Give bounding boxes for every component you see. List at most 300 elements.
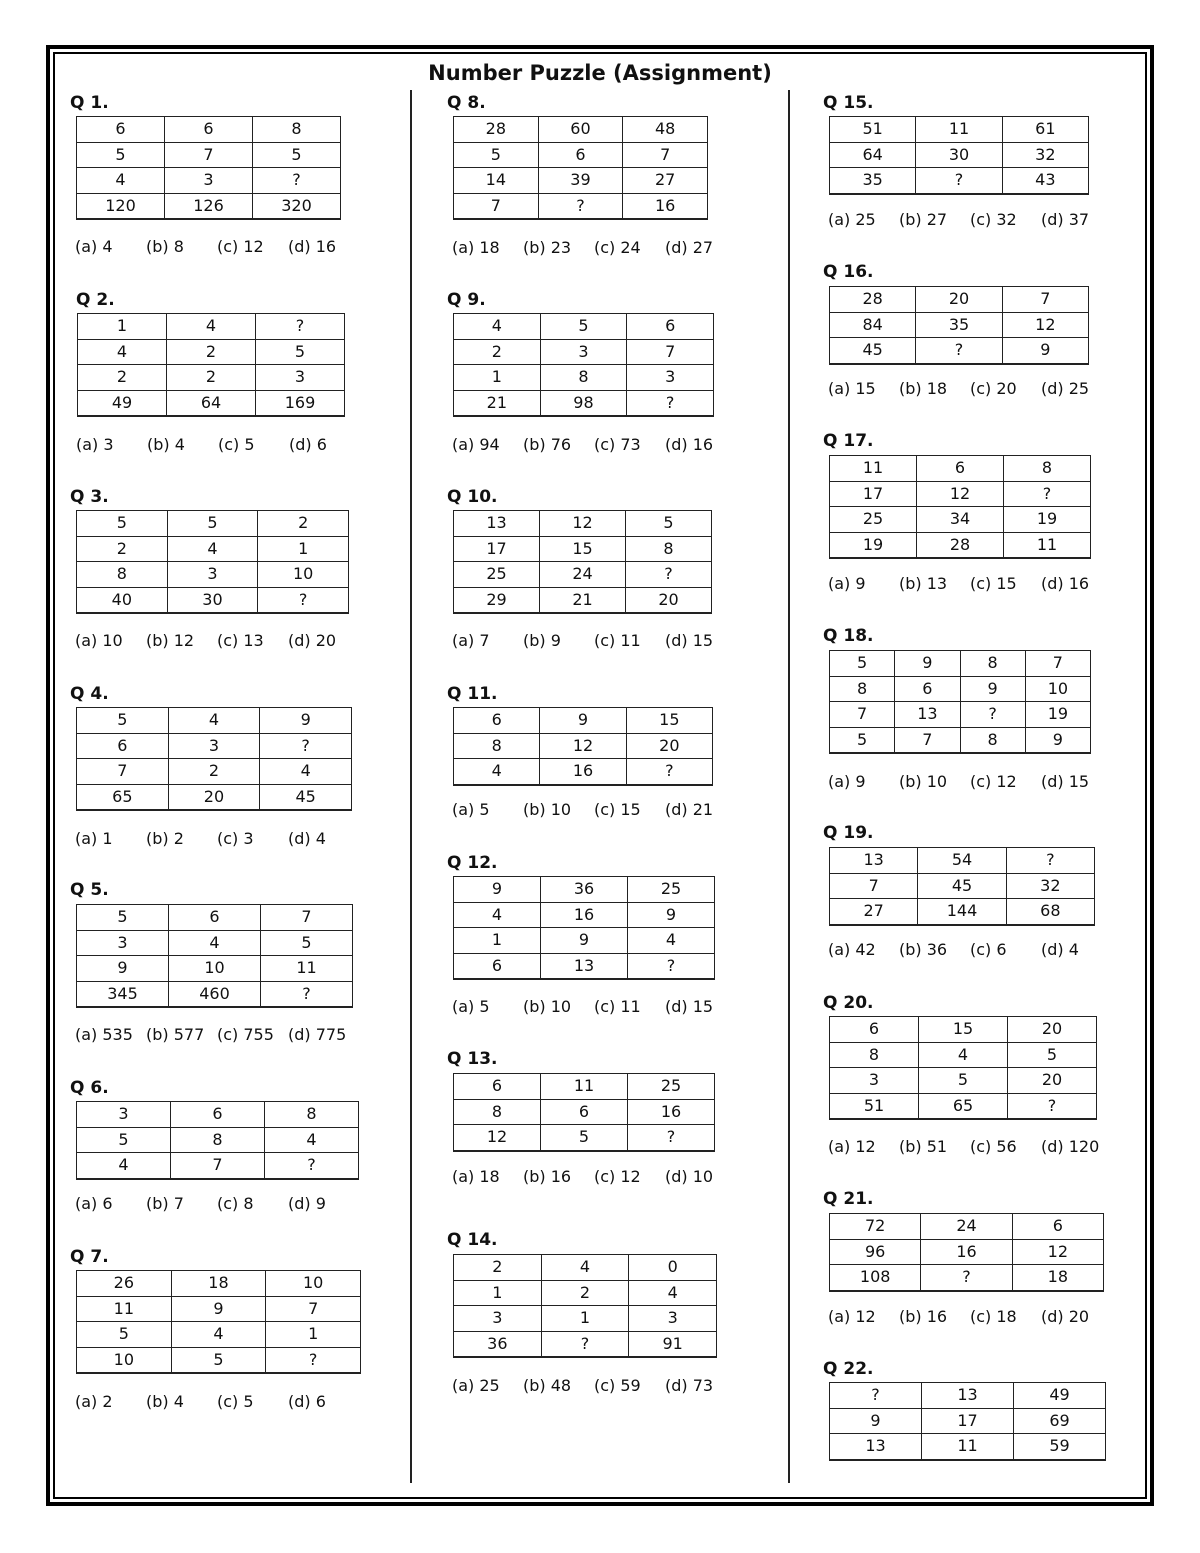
table-cell: 91 [629, 1331, 717, 1357]
puzzle-table-q11 [453, 707, 713, 786]
table-cell: 2 [168, 759, 260, 785]
table-row [830, 1042, 1097, 1068]
answer-options [828, 379, 1112, 398]
table-cell: 10 [266, 1271, 361, 1297]
table-cell: 5 [167, 511, 258, 537]
answer-option: (b) 51 [899, 1137, 948, 1156]
answer-option: (b) 76 [523, 435, 572, 454]
table-cell: 20 [168, 784, 260, 810]
puzzle-table-q1 [76, 116, 341, 220]
table-row [77, 1102, 359, 1128]
table-row [454, 1074, 715, 1100]
table-cell: 120 [77, 193, 165, 219]
table-cell: ? [260, 733, 352, 759]
question-label: Q 5. [70, 880, 109, 900]
table-cell: 14 [454, 168, 539, 194]
answer-option: (c) 32 [970, 210, 1017, 229]
answer-option: (d) 16 [1041, 574, 1090, 593]
column-divider [788, 90, 790, 1483]
table-cell: ? [628, 1125, 715, 1151]
answer-option: (a) 3 [76, 435, 114, 454]
table-cell: 5 [919, 1068, 1008, 1094]
table-cell: 48 [623, 117, 708, 143]
question-label: Q 13. [447, 1049, 498, 1069]
table-cell: ? [627, 390, 714, 416]
answer-options [75, 237, 359, 256]
table-row [830, 507, 1091, 533]
table-row [830, 848, 1095, 874]
table-row [454, 193, 708, 219]
table-cell: 8 [830, 676, 895, 702]
answer-option: (c) 5 [218, 435, 255, 454]
answer-option: (c) 12 [217, 237, 264, 256]
table-cell: 39 [538, 168, 623, 194]
answer-option: (d) 775 [288, 1025, 347, 1044]
table-cell: 10 [1025, 676, 1090, 702]
table-cell: 4 [78, 339, 167, 365]
table-cell: 6 [454, 953, 541, 979]
table-cell: 7 [77, 759, 169, 785]
table-cell: 8 [454, 733, 540, 759]
table-row [77, 905, 353, 931]
answer-option: (c) 24 [594, 238, 641, 257]
table-cell: ? [626, 562, 712, 588]
answer-options [828, 210, 1112, 229]
answer-options [828, 772, 1112, 791]
table-cell: 98 [540, 390, 627, 416]
table-cell: 35 [830, 168, 916, 194]
question-label: Q 2. [76, 290, 115, 310]
answer-options [452, 435, 736, 454]
table-cell: ? [265, 1153, 359, 1179]
table-row [454, 953, 715, 979]
table-cell: 11 [77, 1296, 172, 1322]
question-label: Q 19. [823, 823, 874, 843]
table-cell: 68 [1006, 899, 1094, 925]
table-cell: 5 [77, 905, 169, 931]
table-cell: 7 [454, 193, 539, 219]
table-cell: 7 [830, 702, 895, 728]
question-label: Q 17. [823, 431, 874, 451]
table-cell: ? [538, 193, 623, 219]
table-cell: 16 [921, 1239, 1012, 1265]
table-cell: 2 [454, 1255, 542, 1281]
answer-option: (a) 12 [828, 1307, 876, 1326]
answer-option: (d) 20 [1041, 1307, 1090, 1326]
table-cell: 18 [1012, 1265, 1103, 1291]
table-cell: 11 [1004, 532, 1091, 558]
answer-option: (c) 6 [970, 940, 1007, 959]
puzzle-table-q14 [453, 1254, 717, 1358]
question-label: Q 9. [447, 290, 486, 310]
table-cell: 25 [454, 562, 540, 588]
answer-options [828, 574, 1112, 593]
answer-options [76, 435, 360, 454]
answer-option: (b) 10 [899, 772, 948, 791]
table-cell: 15 [540, 536, 626, 562]
table-cell: 27 [830, 899, 918, 925]
table-cell: 5 [77, 708, 169, 734]
table-row [830, 676, 1091, 702]
table-row [77, 117, 341, 143]
answer-options [828, 940, 1112, 959]
table-cell: 8 [77, 562, 168, 588]
table-cell: 4 [628, 928, 715, 954]
table-cell: 5 [261, 930, 353, 956]
answer-option: (b) 9 [523, 631, 561, 650]
table-cell: 45 [260, 784, 352, 810]
answer-option: (a) 18 [452, 1167, 500, 1186]
table-cell: 3 [830, 1068, 919, 1094]
table-cell: 1 [258, 536, 349, 562]
table-cell: 28 [454, 117, 539, 143]
answer-options [828, 1307, 1112, 1326]
table-cell: 6 [77, 733, 169, 759]
answer-option: (d) 25 [1041, 379, 1090, 398]
table-cell: 8 [253, 117, 341, 143]
puzzle-table-q8 [453, 116, 708, 220]
answer-option: (d) 120 [1041, 1137, 1100, 1156]
answer-option: (b) 23 [523, 238, 572, 257]
answer-option: (b) 577 [146, 1025, 205, 1044]
answer-option: (d) 37 [1041, 210, 1090, 229]
table-row [830, 873, 1095, 899]
table-cell: 6 [541, 1099, 628, 1125]
answer-option: (a) 42 [828, 940, 876, 959]
table-cell: ? [266, 1347, 361, 1373]
table-row [830, 702, 1091, 728]
table-cell: 84 [830, 312, 916, 338]
answer-option: (c) 8 [217, 1194, 254, 1213]
table-row [78, 339, 345, 365]
table-cell: 4 [260, 759, 352, 785]
table-cell: 26 [77, 1271, 172, 1297]
table-cell: 6 [895, 676, 960, 702]
page-title: Number Puzzle (Assignment) [428, 61, 772, 85]
table-cell: 8 [830, 1042, 919, 1068]
answer-option: (a) 1 [75, 829, 113, 848]
table-cell: 36 [541, 877, 628, 903]
answer-option: (d) 16 [665, 435, 714, 454]
table-cell: 9 [1002, 338, 1088, 364]
table-cell: 9 [454, 877, 541, 903]
answer-options [452, 800, 736, 819]
table-cell: 3 [256, 365, 345, 391]
table-cell: 1 [454, 365, 541, 391]
question-label: Q 21. [823, 1189, 874, 1209]
answer-option: (b) 16 [899, 1307, 948, 1326]
table-cell: 17 [922, 1408, 1014, 1434]
table-cell: 3 [627, 365, 714, 391]
table-cell: ? [261, 981, 353, 1007]
table-cell: 3 [77, 1102, 171, 1128]
question-label: Q 14. [447, 1230, 498, 1250]
table-cell: ? [541, 1331, 629, 1357]
answer-option: (a) 94 [452, 435, 500, 454]
table-cell: 2 [454, 339, 541, 365]
table-row [830, 1265, 1104, 1291]
table-cell: 13 [895, 702, 960, 728]
answer-options [75, 1392, 359, 1411]
answer-option: (c) 11 [594, 631, 641, 650]
answer-option: (d) 20 [288, 631, 337, 650]
table-row [77, 1127, 359, 1153]
table-cell: ? [628, 953, 715, 979]
table-cell: 4 [454, 759, 540, 785]
table-cell: 8 [540, 365, 627, 391]
table-cell: 10 [258, 562, 349, 588]
table-cell: 4 [541, 1255, 629, 1281]
table-cell: 6 [917, 456, 1004, 482]
answer-option: (a) 6 [75, 1194, 113, 1213]
table-cell: 8 [626, 536, 712, 562]
table-cell: 345 [77, 981, 169, 1007]
table-cell: 4 [919, 1042, 1008, 1068]
puzzle-table-q18 [829, 650, 1091, 754]
table-cell: 20 [1008, 1068, 1097, 1094]
table-cell: 35 [916, 312, 1002, 338]
table-cell: 54 [918, 848, 1006, 874]
table-row [78, 314, 345, 340]
table-row [830, 1383, 1106, 1409]
answer-option: (b) 27 [899, 210, 948, 229]
table-cell: ? [1004, 481, 1091, 507]
answer-option: (d) 9 [288, 1194, 326, 1213]
answer-option: (c) 18 [970, 1307, 1017, 1326]
table-cell: 30 [916, 142, 1002, 168]
answer-option: (d) 15 [665, 631, 714, 650]
table-row [830, 651, 1091, 677]
table-row [830, 142, 1089, 168]
table-row [830, 1017, 1097, 1043]
answer-option: (b) 4 [146, 1392, 184, 1411]
column-divider [410, 90, 412, 1483]
table-cell: 7 [266, 1296, 361, 1322]
table-row [77, 1296, 361, 1322]
answer-option: (d) 15 [665, 997, 714, 1016]
table-cell: 12 [1002, 312, 1088, 338]
table-row [77, 587, 349, 613]
table-row [454, 562, 712, 588]
table-cell: 6 [454, 708, 540, 734]
table-row [454, 759, 713, 785]
question-label: Q 10. [447, 487, 498, 507]
table-cell: 2 [258, 511, 349, 537]
puzzle-table-q9 [453, 313, 714, 417]
table-cell: ? [253, 168, 341, 194]
table-cell: 8 [960, 651, 1025, 677]
question-label: Q 20. [823, 993, 874, 1013]
answer-option: (d) 4 [1041, 940, 1079, 959]
answer-option: (b) 48 [523, 1376, 572, 1395]
table-row [77, 1153, 359, 1179]
table-cell: 9 [77, 956, 169, 982]
question-label: Q 3. [70, 487, 109, 507]
table-cell: 6 [165, 117, 253, 143]
table-cell: 18 [171, 1271, 266, 1297]
answer-option: (c) 5 [217, 1392, 254, 1411]
table-cell: 5 [77, 511, 168, 537]
table-cell: 45 [918, 873, 1006, 899]
table-cell: 61 [1002, 117, 1088, 143]
table-row [454, 733, 713, 759]
answer-options [452, 631, 736, 650]
table-cell: 9 [960, 676, 1025, 702]
table-cell: ? [258, 587, 349, 613]
answer-option: (c) 3 [217, 829, 254, 848]
answer-options [452, 1376, 736, 1395]
table-cell: 7 [627, 339, 714, 365]
answer-option: (a) 12 [828, 1137, 876, 1156]
table-cell: 7 [165, 142, 253, 168]
table-row [830, 1068, 1097, 1094]
table-cell: 16 [628, 1099, 715, 1125]
table-cell: 19 [830, 532, 917, 558]
table-row [77, 930, 353, 956]
table-cell: ? [830, 1383, 922, 1409]
table-cell: 19 [1004, 507, 1091, 533]
table-cell: 4 [168, 708, 260, 734]
table-cell: 2 [167, 339, 256, 365]
table-cell: 5 [253, 142, 341, 168]
table-row [830, 168, 1089, 194]
table-cell: 5 [454, 142, 539, 168]
table-cell: 5 [830, 651, 895, 677]
table-cell: 96 [830, 1239, 921, 1265]
table-cell: 9 [541, 928, 628, 954]
table-cell: 1 [454, 1280, 542, 1306]
table-cell: 20 [626, 733, 712, 759]
table-cell: 4 [629, 1280, 717, 1306]
table-cell: 1 [541, 1306, 629, 1332]
puzzle-table-q6 [76, 1101, 359, 1180]
table-cell: 59 [1014, 1434, 1106, 1460]
table-cell: 3 [165, 168, 253, 194]
question-label: Q 11. [447, 684, 498, 704]
table-row [830, 117, 1089, 143]
table-row [77, 1347, 361, 1373]
answer-option: (a) 5 [452, 997, 490, 1016]
answer-option: (d) 15 [1041, 772, 1090, 791]
table-row [77, 733, 352, 759]
table-row [77, 562, 349, 588]
table-cell: 21 [454, 390, 541, 416]
table-cell: 25 [830, 507, 917, 533]
puzzle-table-q16 [829, 286, 1089, 365]
table-cell: 9 [895, 651, 960, 677]
table-cell: ? [1006, 848, 1094, 874]
answer-option: (b) 7 [146, 1194, 184, 1213]
table-cell: 3 [454, 1306, 542, 1332]
table-cell: 34 [917, 507, 1004, 533]
table-row [454, 117, 708, 143]
table-cell: 13 [922, 1383, 1014, 1409]
table-cell: 7 [895, 727, 960, 753]
table-cell: 36 [454, 1331, 542, 1357]
answer-option: (d) 27 [665, 238, 714, 257]
table-cell: 7 [830, 873, 918, 899]
answer-option: (b) 8 [146, 237, 184, 256]
table-row [830, 727, 1091, 753]
table-cell: 10 [77, 1347, 172, 1373]
table-cell: 5 [77, 1322, 172, 1348]
table-cell: 29 [454, 587, 540, 613]
question-label: Q 6. [70, 1078, 109, 1098]
table-row [77, 142, 341, 168]
answer-option: (c) 15 [594, 800, 641, 819]
table-cell: 5 [540, 314, 627, 340]
question-label: Q 8. [447, 93, 486, 113]
answer-option: (d) 10 [665, 1167, 714, 1186]
table-cell: ? [916, 168, 1002, 194]
answer-option: (a) 5 [452, 800, 490, 819]
table-cell: 9 [171, 1296, 266, 1322]
table-cell: 6 [77, 117, 165, 143]
answer-option: (b) 16 [523, 1167, 572, 1186]
table-cell: 7 [623, 142, 708, 168]
table-cell: 8 [1004, 456, 1091, 482]
table-cell: 1 [78, 314, 167, 340]
table-cell: 17 [454, 536, 540, 562]
answer-option: (b) 4 [147, 435, 185, 454]
table-cell: 32 [1002, 142, 1088, 168]
table-cell: 4 [169, 930, 261, 956]
table-cell: 13 [830, 848, 918, 874]
table-row [454, 339, 714, 365]
table-cell: 108 [830, 1265, 921, 1291]
table-cell: 17 [830, 481, 917, 507]
table-cell: 4 [454, 314, 541, 340]
answer-option: (b) 36 [899, 940, 948, 959]
puzzle-table-q7 [76, 1270, 361, 1374]
answer-option: (a) 2 [75, 1392, 113, 1411]
puzzle-table-q12 [453, 876, 715, 980]
table-row [830, 1214, 1104, 1240]
table-row [77, 536, 349, 562]
table-cell: 5 [77, 1127, 171, 1153]
answer-option: (c) 56 [970, 1137, 1017, 1156]
table-cell: 21 [540, 587, 626, 613]
table-cell: 3 [629, 1306, 717, 1332]
answer-option: (a) 25 [452, 1376, 500, 1395]
table-cell: 16 [541, 902, 628, 928]
table-cell: 1 [454, 928, 541, 954]
puzzle-table-q15 [829, 116, 1089, 195]
table-row [454, 902, 715, 928]
table-cell: 65 [77, 784, 169, 810]
table-cell: 15 [919, 1017, 1008, 1043]
answer-options [75, 1025, 359, 1044]
puzzle-table-q20 [829, 1016, 1097, 1120]
table-cell: 28 [917, 532, 1004, 558]
table-cell: 24 [921, 1214, 1012, 1240]
answer-option: (b) 10 [523, 800, 572, 819]
table-cell: 5 [830, 727, 895, 753]
table-cell: 13 [830, 1434, 922, 1460]
table-cell: 11 [830, 456, 917, 482]
answer-option: (c) 13 [217, 631, 264, 650]
table-cell: 25 [628, 877, 715, 903]
table-cell: 169 [256, 390, 345, 416]
table-cell: 6 [1012, 1214, 1103, 1240]
puzzle-table-q2 [77, 313, 345, 417]
question-label: Q 4. [70, 684, 109, 704]
answer-option: (a) 9 [828, 574, 866, 593]
table-cell: 6 [538, 142, 623, 168]
table-cell: 20 [626, 587, 712, 613]
answer-option: (d) 6 [288, 1392, 326, 1411]
table-cell: 15 [626, 708, 712, 734]
